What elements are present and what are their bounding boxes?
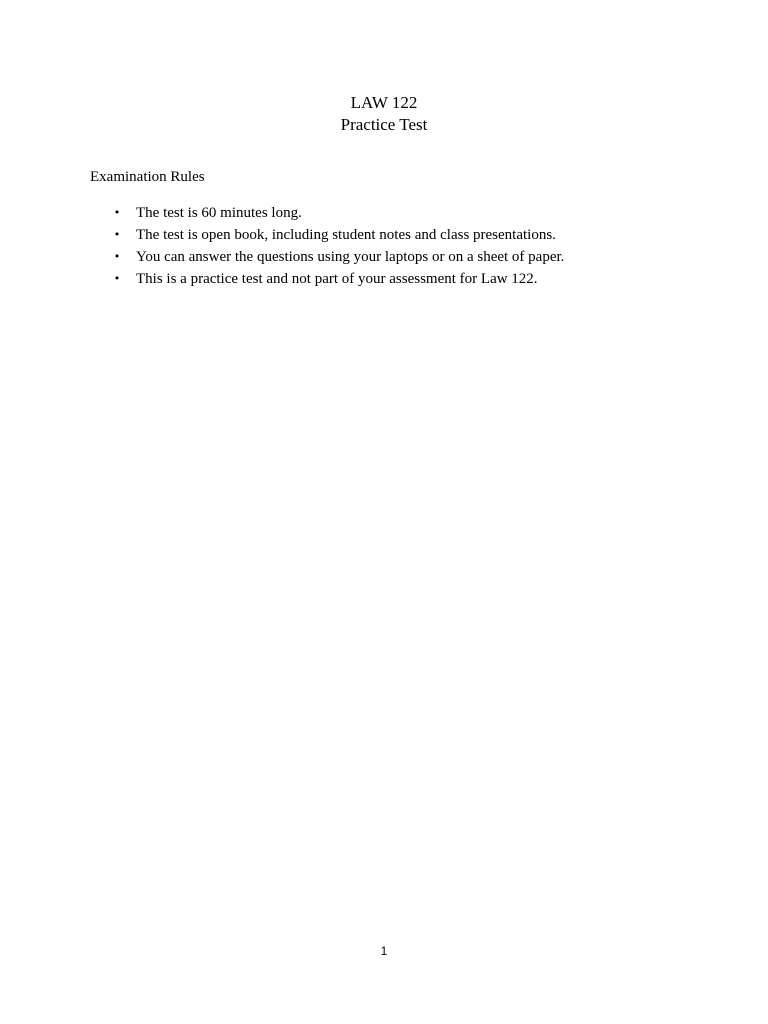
bullet-icon: • (113, 206, 121, 219)
bullet-icon: • (113, 250, 121, 263)
bullet-icon: • (113, 272, 121, 285)
rule-item (112, 202, 564, 224)
rule-text: The test is open book, including student notes and class presentations. (136, 227, 556, 243)
bullet-icon: • (113, 228, 121, 241)
rule-item (112, 246, 564, 268)
rule-text: You can answer the questions using your laptops or on a sheet of paper. (136, 249, 565, 265)
rules-list (112, 202, 564, 290)
examination-rules-heading: Examination Rules (90, 169, 205, 185)
document-title-block (0, 92, 768, 136)
document-title: Practice Test (340, 115, 428, 134)
rule-item (112, 268, 564, 290)
rule-text: This is a practice test and not part of your assessment for Law 122. (136, 271, 538, 287)
course-code-heading: LAW 122 (350, 93, 418, 112)
rule-item (112, 224, 564, 246)
page-number: 1 (380, 944, 388, 958)
rule-text: The test is 60 minutes long. (136, 205, 302, 221)
